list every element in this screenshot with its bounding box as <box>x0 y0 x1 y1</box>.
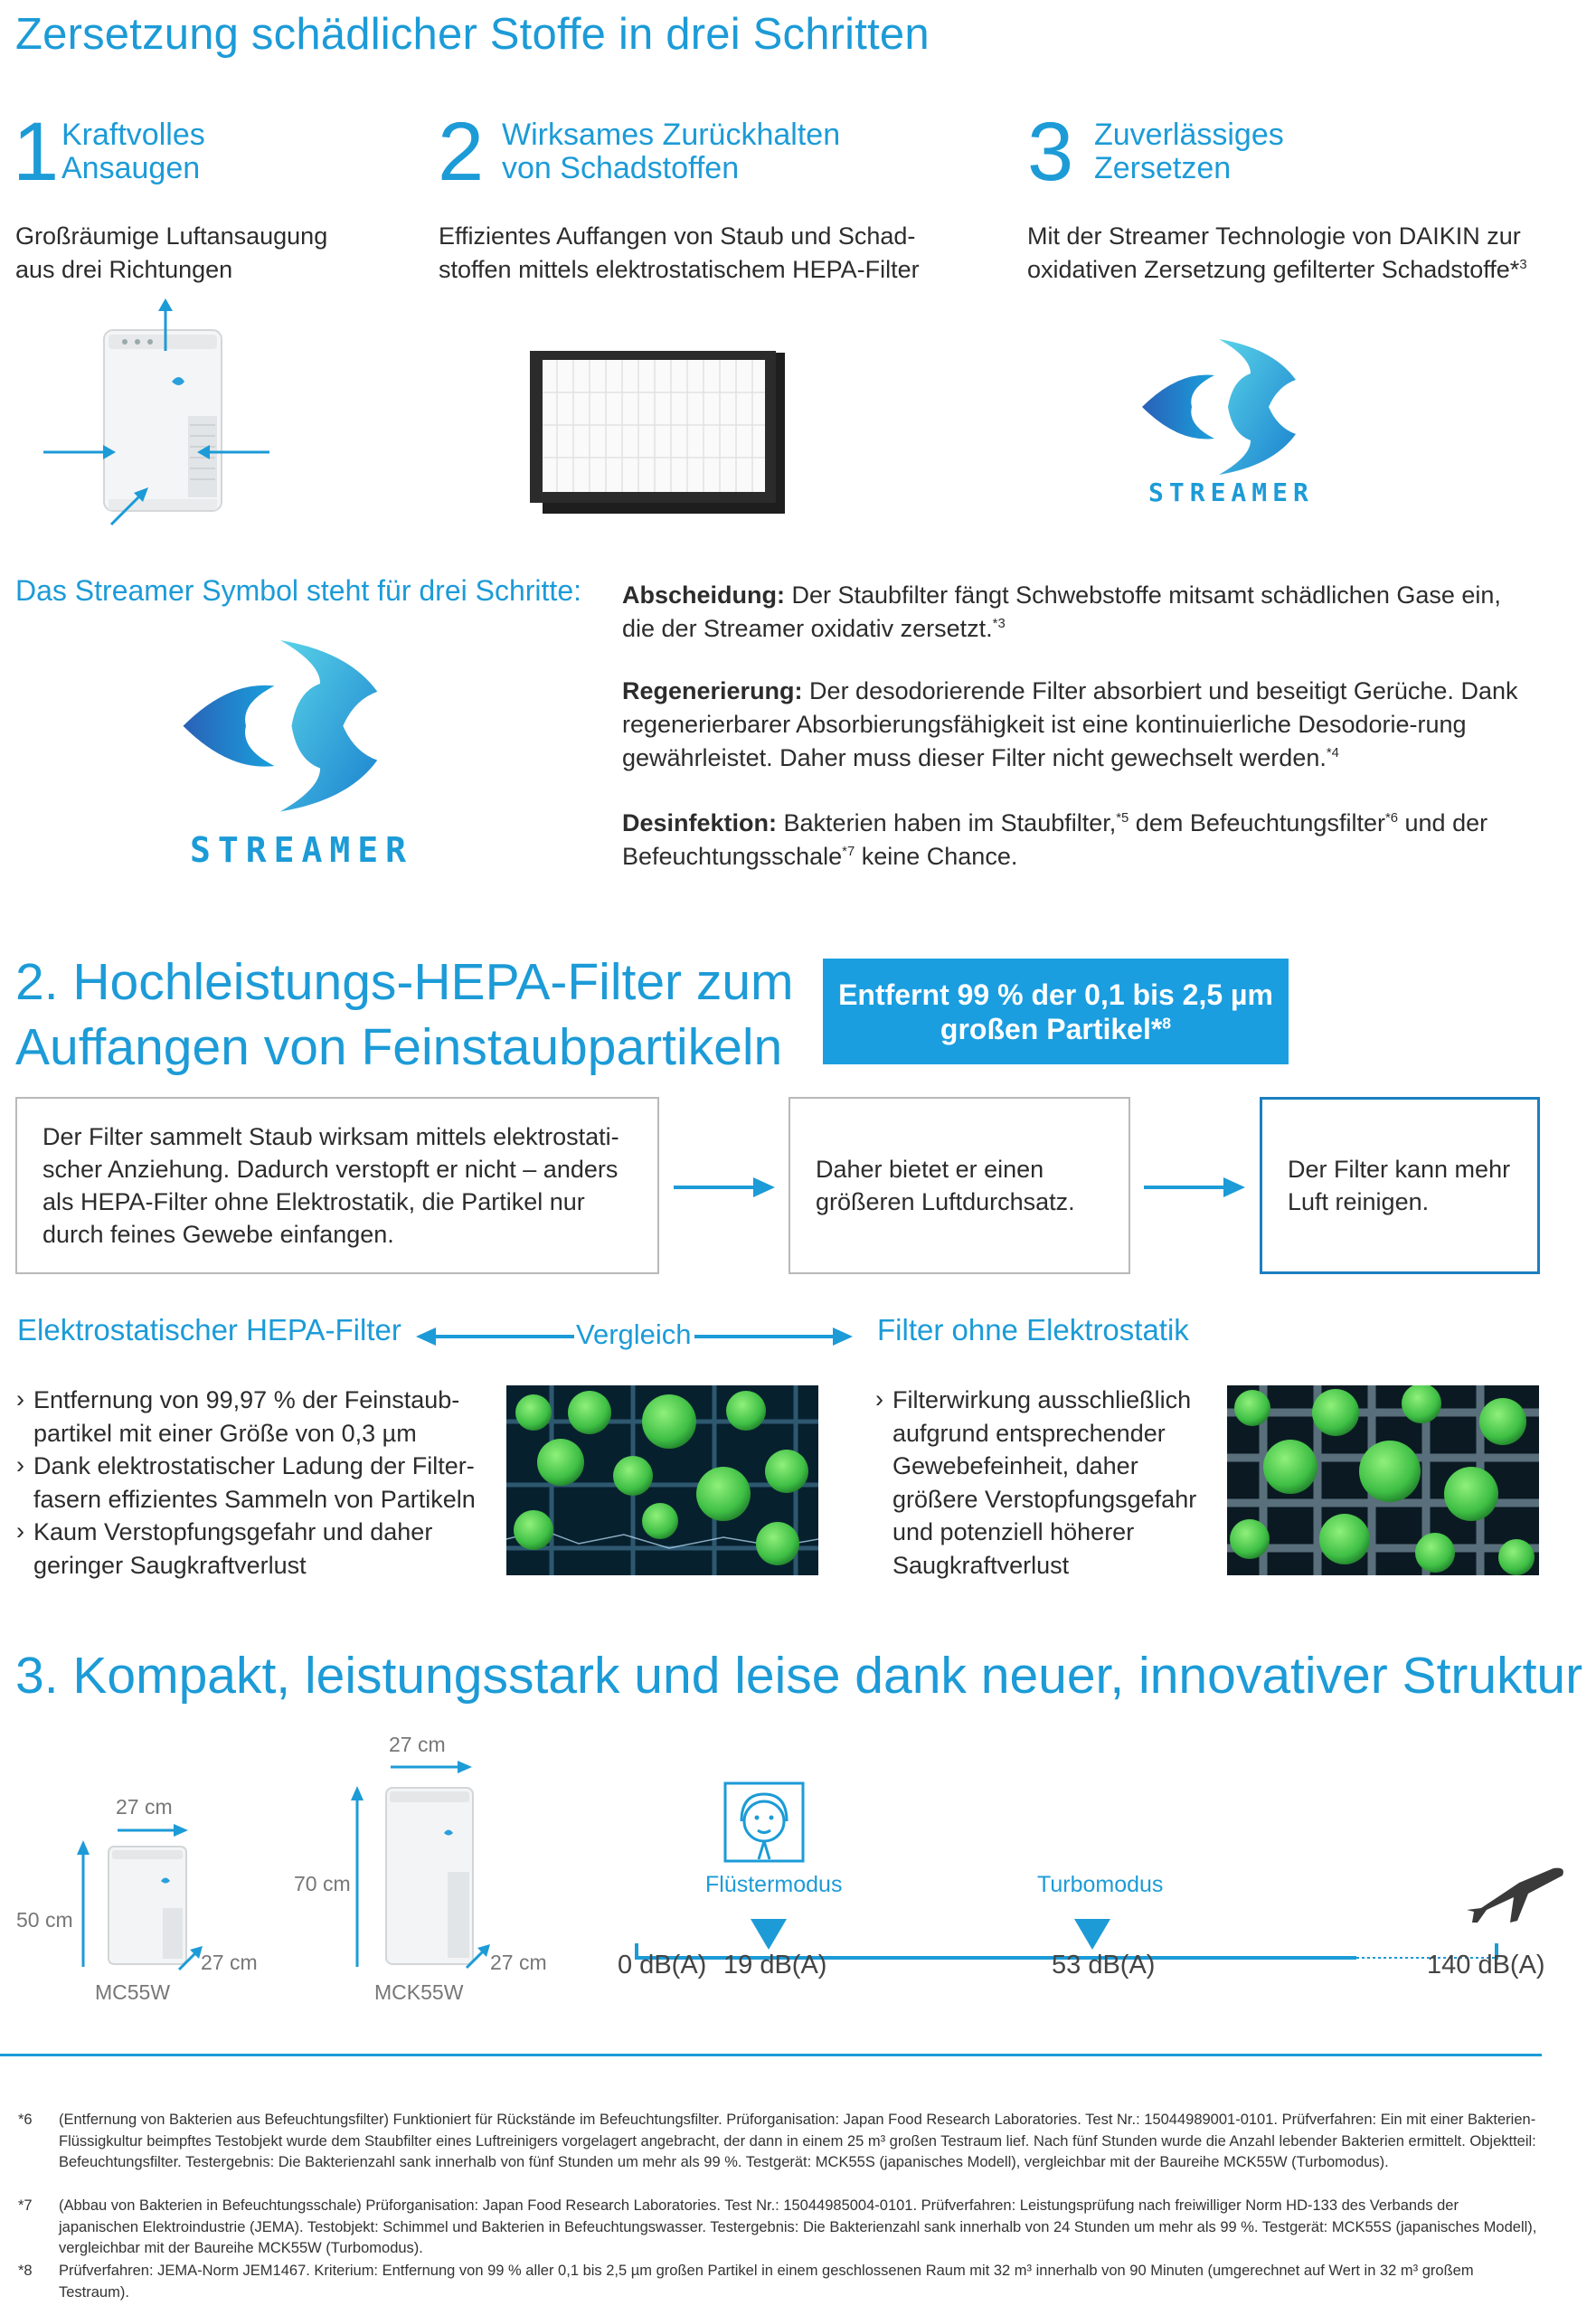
step-3-text: Mit der Streamer Technologie von DAIKIN zur oxidativen Zersetzung gefilterter Schadstoffe*$^3$ <box>1027 222 1527 283</box>
compare-label: Vergleich <box>576 1318 692 1350</box>
step-1-number: 1 <box>13 106 60 198</box>
list-item: › Entfernung von 99,97 % der Feinstaub-partikel mit einer Größe von 0,3 µm <box>16 1384 486 1450</box>
airplane-icon <box>1465 1863 1569 1926</box>
arrow-up-icon <box>152 298 179 353</box>
hepa-filter-illustration <box>530 351 788 515</box>
section-2-title: 2. Hochleistungs-HEPA-Filter zum Auffangen von Feinstaubpartikeln <box>15 953 794 1076</box>
arrow-up-icon <box>74 1840 92 1967</box>
turbo-mode-label: Turbomodus <box>1037 1872 1164 1897</box>
footnote-8: *8 Prüfverfahren: JEMA-Norm JEM1467. Kriterium: Entfernung von 99 % aller 0,1 bis 2,5 µm großen Partikel in einem geschlossenen Raum mit 32 m³ innerhalb von 90 Minuten (umgerechnet auf Wert in 32 m³ großem Testraum). <box>18 2263 1474 2301</box>
symbol-item-desinfektion: Desinfektion: Bakterien haben im Staubfilter,$^{*5}$ dem Befeuchtungsfilter$^{*6}$ und der Befeuchtungsschale$^{*7}$ keine Chance. <box>622 809 1488 870</box>
step-2-title: Wirksames Zurückhalten von Schadstoffen <box>502 118 841 185</box>
small-unit-depth: 27 cm <box>201 1951 258 1974</box>
arrow-left-icon <box>197 439 269 466</box>
small-unit-height: 50 cm <box>16 1908 73 1932</box>
flow-box-3: Der Filter kann mehr Luft reinigen. <box>1260 1097 1540 1274</box>
step-3-title: Zuverlässiges Zersetzen <box>1094 118 1284 185</box>
step-1-title: Kraftvolles Ansaugen <box>61 118 205 185</box>
flow-box-1: Der Filter sammelt Staub wirksam mittels elektrostati-scher Anziehung. Dadurch verstopft er nicht – anders als HEPA-Filter ohne Elektrostatik, die Partikel nur durch feines Gewebe einfangen. <box>15 1097 659 1274</box>
non-electrostatic-bullets <box>875 1384 1201 1582</box>
flow-box-2: Daher bietet er einen größeren Luftdurchsatz. <box>789 1097 1130 1274</box>
arrow-right-icon <box>1144 1174 1245 1201</box>
face-headset-icon <box>723 1781 805 1863</box>
footnote-6: *6 (Entfernung von Bakterien aus Befeuchtungsfilter) Funktioniert für Rückstände im Befeuchtungsfilter. Prüforganisation: Japan Food Research Laboratories. Test Nr.: 15044989001-0101. Prüfverfahren: Ein mit einer Bakterien-Flüssigkultur beimpftes Testobjekt wurde dem Staubfilter eines Luftreinigers vorgelagert angebracht, der dann in einem 25 m³ großen Testraum lief. Nach fünf Stunden wurde die Anzahl lebender Bakterien ermittelt. Objektteil: Befeuchtungsfilter. Testergebnis: Die Bakterienzahl sank innerhalb von fünf Stunden um mehr als 99 %. Testgerät: MCK55S (japanisches Modell), vergleichbar mit der Baureihe MCK55W (Turbomodus). <box>18 2112 1536 2170</box>
arrow-diagonal-icon <box>107 484 152 529</box>
symbol-item-regenerierung: Regenerierung: Der desodorierende Filter absorbiert und beseitigt Gerüche. Dank regenerierbarer Absorbierungsfähigkeit ist eine kontinuierliche Desodorie-rung gewährleistet. Daher muss dieser Filter nicht gewechselt werden.$^{*4}$ <box>622 677 1518 771</box>
electrostatic-filter-heading: Elektrostatischer HEPA-Filter <box>17 1313 401 1346</box>
streamer-logo-large-icon <box>176 640 407 857</box>
small-unit-image <box>107 1845 188 1967</box>
arrow-diagonal-icon <box>465 1942 492 1970</box>
step-2-number: 2 <box>438 106 485 198</box>
step-2-text: Effizientes Auffangen von Staub und Schad- stoffen mittels elektrostatischem HEPA-Filter <box>439 222 920 283</box>
symbol-heading: Das Streamer Symbol steht für drei Schritte: <box>15 574 581 607</box>
arrow-right-icon <box>391 1759 472 1775</box>
arrow-right-icon <box>694 1325 853 1348</box>
step-1-text: Großräumige Luftansaugung aus drei Richtungen <box>15 222 328 283</box>
scale-19db: 19 dB(A) <box>723 1951 827 1980</box>
step-3-number: 3 <box>1027 106 1074 198</box>
footnote-7: *7 (Abbau von Bakterien in Befeuchtungsschale) Prüforganisation: Japan Food Research Laboratories. Test Nr.: 15044985004-0101. Prüfverfahren: Leistungsprüfung nach freiwilliger Norm HD-133 des Verbands der japanischen Elektroindustrie (JEMA). Testobjekt: Schimmel und Bakterien in Befeuchtungswasser. Testergebnis: Die Bakterienzahl sank innerhalb von 24 Stunden um mehr als 99 %. Testgerät: MCK55S (japanisches Modell), vergleichbar mit der Baureihe MCK55W (Turbomodus). <box>18 2197 1537 2256</box>
streamer-logo-large-text: STREAMER <box>190 830 414 870</box>
streamer-logo-text: STREAMER <box>1148 477 1314 507</box>
arrow-left-icon <box>416 1325 574 1348</box>
large-unit-model: MCK55W <box>374 1980 464 2004</box>
large-unit-height: 70 cm <box>294 1872 351 1895</box>
arrow-right-icon <box>118 1822 188 1838</box>
section-3-title: 3. Kompakt, leistungsstark und leise dank neuer, innovativer Struktur <box>15 1647 1583 1705</box>
page-title: Zersetzung schädlicher Stoffe in drei Schritten <box>15 10 930 59</box>
list-item: › Filterwirkung ausschließlich aufgrund entsprechender Gewebefeinheit, daher größere Verstopfungsgefahr und potenziell höherer Saugkraftverlust <box>875 1384 1201 1582</box>
electrostatic-bullets <box>16 1384 486 1582</box>
list-item: › Kaum Verstopfungsgefahr und daher geringer Saugkraftverlust <box>16 1516 486 1582</box>
scale-0db: 0 dB(A) <box>618 1951 707 1980</box>
arrow-right-icon <box>674 1174 775 1201</box>
divider <box>0 2054 1542 2056</box>
large-unit-depth: 27 cm <box>490 1951 547 1974</box>
large-unit-image <box>384 1786 475 1967</box>
arrow-up-icon <box>348 1786 366 1967</box>
electrostatic-filter-particles-image <box>506 1385 818 1575</box>
arrow-right-icon <box>43 439 116 466</box>
non-electrostatic-filter-heading: Filter ohne Elektrostatik <box>877 1313 1189 1346</box>
small-unit-width: 27 cm <box>116 1795 173 1819</box>
particle-removal-badge: Entfernt 99 % der 0,1 bis 2,5 µm großen Partikel*$^8$ <box>823 959 1289 1064</box>
large-unit-width: 27 cm <box>389 1733 446 1756</box>
non-electrostatic-filter-particles-image <box>1227 1385 1539 1575</box>
symbol-item-abscheidung: Abscheidung: Der Staubfilter fängt Schwebstoffe mitsamt schädlichen Gase ein, die der Streamer oxidativ zersetzt.$^{*3}$ <box>622 581 1501 642</box>
scale-53db: 53 dB(A) <box>1052 1951 1156 1980</box>
scale-140db: 140 dB(A) <box>1427 1951 1545 1980</box>
small-unit-model: MC55W <box>95 1980 171 2004</box>
list-item: › Dank elektrostatischer Ladung der Filter-fasern effizientes Sammeln von Partikeln <box>16 1450 486 1516</box>
quiet-mode-label: Flüstermodus <box>705 1872 843 1897</box>
